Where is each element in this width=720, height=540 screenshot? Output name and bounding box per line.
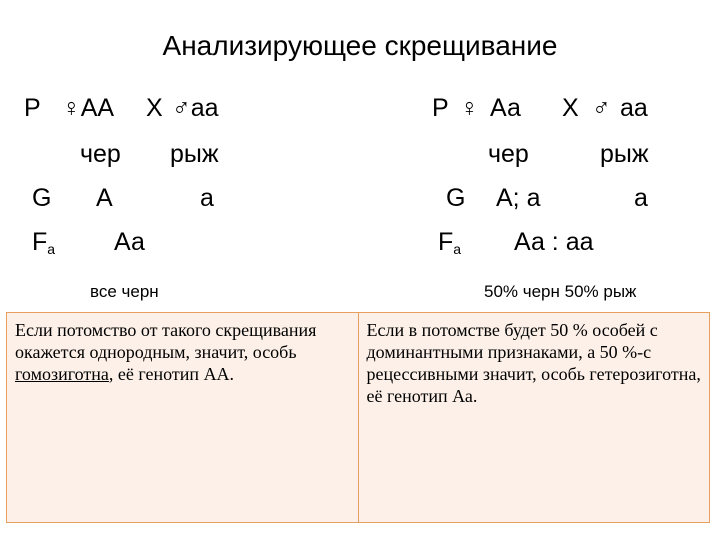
right-gamete-male: а	[634, 184, 648, 212]
right-cross-sign: Х	[562, 94, 579, 122]
left-cross-sign: Х	[146, 94, 163, 122]
left-offspring-genotype: Аа	[114, 228, 145, 256]
right-summary: 50% черн 50% рыж	[484, 282, 637, 301]
left-female-genotype: ♀АА	[62, 94, 115, 122]
left-gamete-male: а	[200, 184, 214, 212]
right-gamete-female: А; а	[496, 184, 541, 212]
right-male-genotype: аа	[620, 94, 648, 122]
homozygous-explanation: Если потомство от такого скрещивания окажется однородным, значит, особь гомозиготна, её генотип АА.	[7, 313, 359, 523]
explanation-table	[6, 312, 710, 523]
right-parent-label: Р	[432, 94, 449, 122]
page-title: Анализирующее скрещивание	[162, 30, 558, 61]
left-gamete-label: G	[32, 184, 52, 212]
left-gamete-female: А	[96, 184, 113, 212]
left-offspring-label: $F_а$	[32, 228, 56, 257]
homozygous-term: гомозиготна	[15, 364, 109, 384]
right-male-sign: ♂	[592, 94, 611, 122]
right-offspring-genotype: Аа : аа	[514, 228, 594, 256]
right-offspring-subscript: а	[453, 241, 462, 257]
right-phenotype-red: рыж	[600, 140, 649, 168]
heterozygous-explanation: Если в потомстве будет 50 % особей с доминантными признаками, а 50 %-с рецессивными значит, особь гетерозиготна, её генотип Аа.	[358, 313, 710, 523]
right-phenotype-black: чер	[488, 140, 529, 168]
left-phenotype-red: рыж	[170, 140, 219, 168]
left-offspring-subscript: а	[47, 241, 56, 257]
left-phenotype-black: чер	[80, 140, 121, 168]
right-female-genotype: Аа	[490, 94, 521, 122]
left-male-genotype: ♂аа	[172, 94, 219, 122]
right-female-sign: ♀	[460, 94, 479, 122]
right-offspring-label: $F_а$	[438, 228, 462, 257]
left-parent-label: Р	[24, 94, 41, 122]
left-summary: все черн	[90, 282, 159, 301]
right-gamete-label: G	[446, 184, 466, 212]
